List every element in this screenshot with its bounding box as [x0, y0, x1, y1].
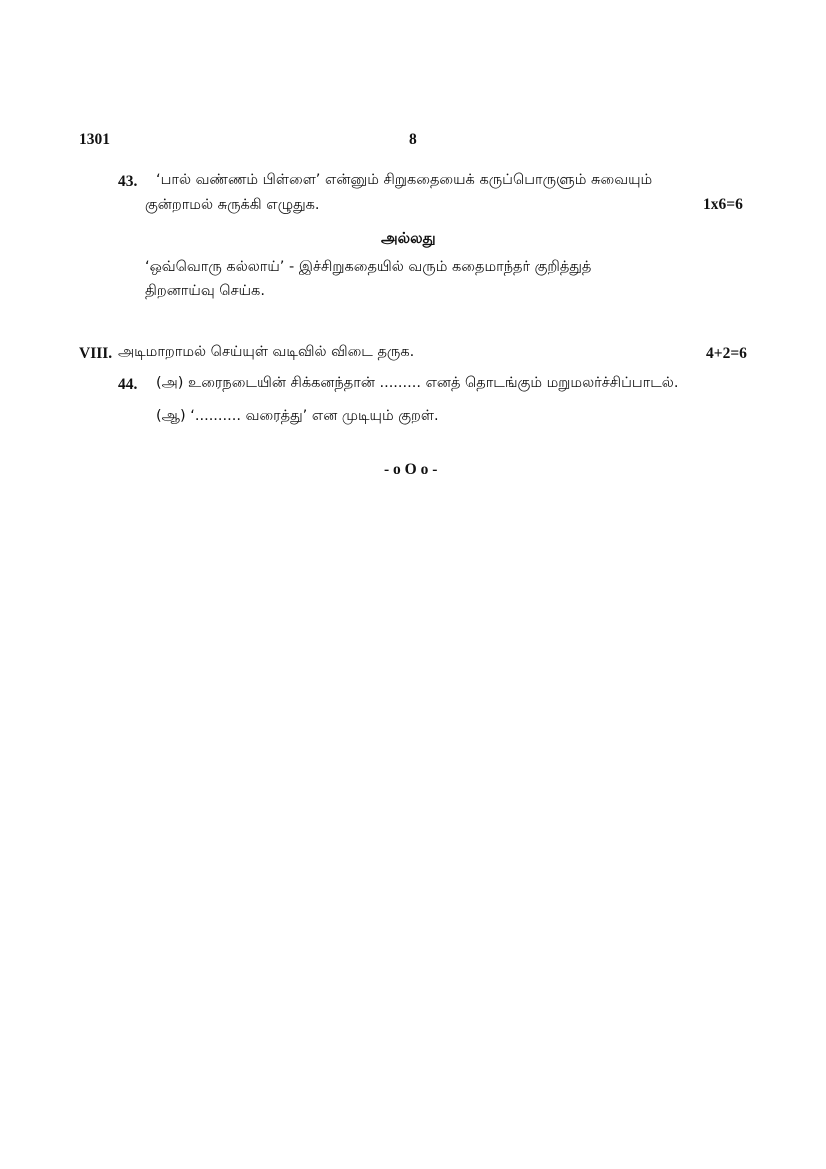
- section-instruction: அடிமாறாமல் செய்யுள் வடிவில் விடை தருக.: [118, 344, 415, 360]
- question-number-44: 44.: [118, 376, 138, 393]
- paper-code: 1301: [79, 131, 110, 148]
- question-number-43: 43.: [118, 173, 138, 190]
- section-roman-numeral: VIII.: [79, 345, 113, 362]
- question-43-marks: 1x6=6: [703, 196, 743, 213]
- question-44-part-a: (அ) உரைநடையின் சிக்கனந்தான் ......... எனத் தொடங்கும் மறுமலர்ச்சிப்பாடல்.: [156, 375, 679, 391]
- section-marks: 4+2=6: [706, 345, 747, 362]
- question-43-line-1: ‘பால் வண்ணம் பிள்ளை’ என்னும் சிறுகதையைக் கருப்பொருளும் சுவையும்: [156, 172, 653, 188]
- question-44-part-b: (ஆ) ‘.......... வரைத்து’ என முடியும் குறள்.: [156, 408, 439, 424]
- question-43-line-2: குன்றாமல் சுருக்கி எழுதுக.: [145, 197, 320, 213]
- question-43-alt-line-2: திறனாய்வு செய்க.: [145, 283, 265, 299]
- page-number: 8: [409, 131, 417, 148]
- end-mark: - o O o -: [384, 461, 438, 478]
- or-label: அல்லது: [381, 229, 436, 247]
- question-43-alt-line-1: ‘ஒவ்வொரு கல்லாய்’ - இச்சிறுகதையில் வரும் கதைமாந்தர் குறித்துத்: [145, 259, 592, 275]
